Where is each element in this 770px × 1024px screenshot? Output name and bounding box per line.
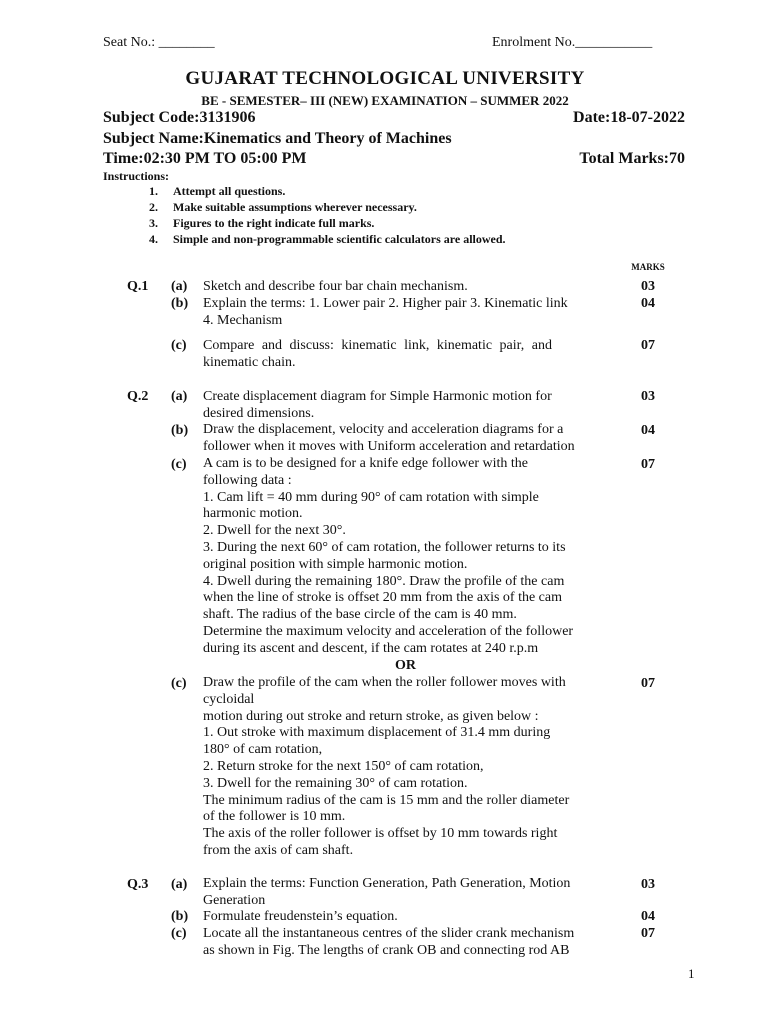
question-text: Compare and discuss: kinematic link, kinematic pair, and kinematic chain.	[203, 338, 552, 370]
part-label: (b)	[171, 909, 189, 924]
exam-date: Date:18-07-2022	[573, 109, 685, 126]
instruction-item: 2. Make suitable assumptions wherever necessary.	[149, 200, 417, 214]
question-text: A cam is to be designed for a knife edge follower with the following data : 1. Cam lift = 40 mm during 90° of cam rotation with simple harmonic motion. 2. Dwell for the next 30°. 3. During the next 60° of cam rotation, the follower returns to its original position with simple harmonic motion. 4. Dwell during the remaining 180°. Draw the profile of the cam when the line of stroke is offset 20 mm from the axis of the cam shaft. The radius of the base circle of the cam is 40 mm. Determine the maximum velocity and acceleration of the follower during its ascent and descent, if the cam rotates at 240 r.p.m	[203, 456, 574, 656]
question-text: Create displacement diagram for Simple Harmonic motion for desired dimensions.	[203, 389, 552, 421]
question-text: Draw the displacement, velocity and acceleration diagrams for a follower when it moves with Uniform acceleration and retardation	[203, 422, 575, 454]
exam-time: Time:02:30 PM TO 05:00 PM	[103, 150, 307, 167]
part-label: (c)	[171, 926, 187, 941]
total-marks: Total Marks:70	[579, 150, 685, 167]
question-text: Explain the terms: 1. Lower pair 2. Higher pair 3. Kinematic link 4. Mechanism	[203, 296, 568, 328]
marks-value: 03	[641, 279, 655, 294]
part-label: (b)	[171, 423, 189, 438]
marks-value: 07	[641, 457, 655, 472]
question-number: Q.1	[127, 279, 149, 294]
instructions-heading: Instructions:	[103, 169, 170, 183]
marks-value: 07	[641, 926, 655, 941]
subject-code: Subject Code:3131906	[103, 109, 256, 126]
enrolment-number: Enrolment No.___________	[492, 35, 653, 50]
question-number: Q.2	[127, 389, 149, 404]
part-label: (c)	[171, 338, 187, 353]
marks-value: 04	[641, 423, 655, 438]
question-text: Formulate freudenstein’s equation.	[203, 909, 398, 924]
instruction-item: 4. Simple and non-programmable scientific calculators are allowed.	[149, 232, 506, 246]
part-label: (c)	[171, 676, 187, 691]
question-text: Explain the terms: Function Generation, Path Generation, Motion Generation	[203, 876, 571, 908]
page-number: 1	[688, 966, 695, 981]
marks-value: 03	[641, 877, 655, 892]
marks-value: 07	[641, 338, 655, 353]
or-separator: OR	[395, 658, 416, 673]
instruction-item: 1. Attempt all questions.	[149, 184, 286, 198]
seat-number: Seat No.: ________	[103, 35, 215, 50]
part-label: (a)	[171, 279, 188, 294]
part-label: (b)	[171, 296, 189, 311]
part-label: (c)	[171, 457, 187, 472]
question-text: Draw the profile of the cam when the roller follower moves with cycloidal motion during out stroke and return stroke, as given below : 1. Out stroke with maximum displacement of 31.4 mm during 180° of cam rotation, 2. Return stroke for the next 150° of cam rotation, 3. Dwell for the remaining 30° of cam rotation. The minimum radius of the cam is 15 mm and the roller diameter of the follower is 10 mm. The axis of the roller follower is offset by 10 mm towards right from the axis of cam shaft.	[203, 675, 570, 858]
part-label: (a)	[171, 389, 188, 404]
marks-value: 04	[641, 909, 655, 924]
marks-value: 07	[641, 676, 655, 691]
question-text: Locate all the instantaneous centres of the slider crank mechanism as shown in Fig. The lengths of crank OB and connecting rod AB	[203, 926, 575, 958]
exam-title: BE - SEMESTER– III (NEW) EXAMINATION – SUMMER 2022	[201, 93, 569, 108]
question-number: Q.3	[127, 877, 149, 892]
marks-heading: MARKS	[631, 262, 665, 272]
part-label: (a)	[171, 877, 188, 892]
instruction-item: 3. Figures to the right indicate full marks.	[149, 216, 375, 230]
subject-name: Subject Name:Kinematics and Theory of Machines	[103, 130, 452, 147]
university-title: GUJARAT TECHNOLOGICAL UNIVERSITY	[185, 68, 585, 89]
marks-value: 03	[641, 389, 655, 404]
question-text: Sketch and describe four bar chain mechanism.	[203, 279, 468, 294]
marks-value: 04	[641, 296, 655, 311]
